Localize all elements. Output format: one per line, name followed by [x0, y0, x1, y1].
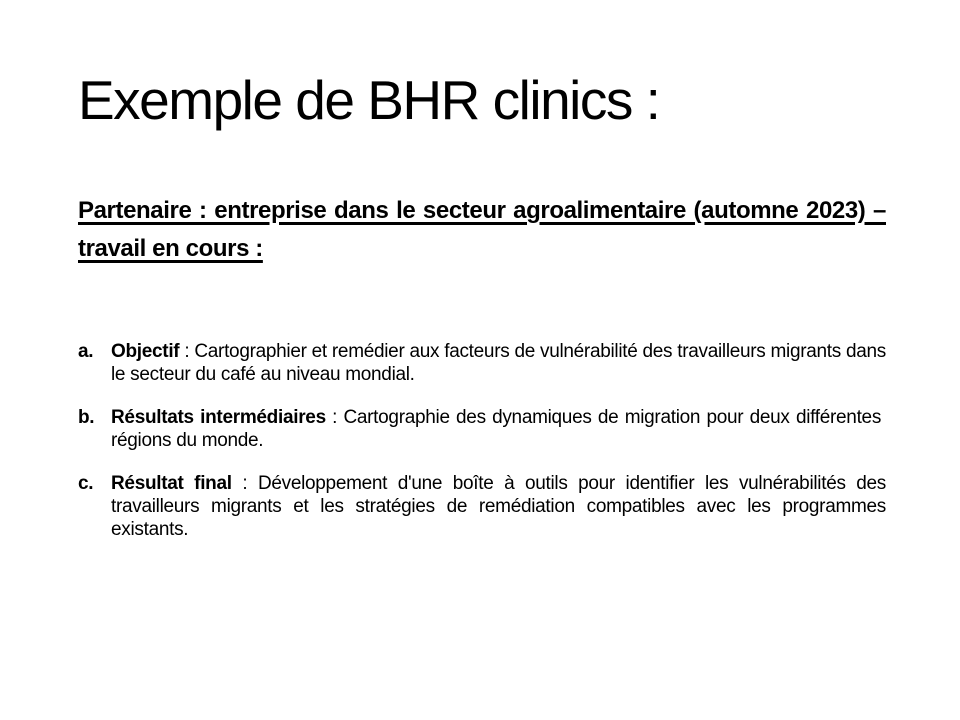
list-item-lead: Résultat final	[111, 473, 232, 494]
list-item-lead: Objectif	[111, 341, 180, 362]
list-item-marker: a.	[78, 341, 94, 362]
list-item-b	[78, 406, 886, 452]
list-item-separator: :	[231, 473, 258, 494]
list-item-c	[78, 472, 886, 541]
slide-subtitle: Partenaire : entreprise dans le secteur agroalimentaire (automne 2023) – travail en cours :	[78, 197, 886, 262]
list-item-separator: :	[179, 341, 195, 362]
list-item-marker: b.	[78, 407, 95, 428]
list-item-a	[78, 340, 886, 386]
content-list	[78, 340, 886, 561]
list-item-text: Cartographie des dynamiques de migration pour deux différentes régions du monde.	[111, 407, 887, 451]
list-item-marker: c.	[78, 473, 94, 494]
list-item-text: Cartographier et remédier aux facteurs de vulnérabilité des travailleurs migrants dans le secteur du café au niveau mondial.	[111, 341, 886, 385]
list-item-separator: :	[325, 407, 344, 428]
slide-title: Exemple de BHR clinics :	[78, 69, 660, 131]
list-item-lead: Résultats intermédiaires	[111, 407, 326, 428]
list-item-text: Développement d'une boîte à outils pour identifier les vulnérabilités des travailleurs migrants et les stratégies de remédiation compatibles avec les programmes existants.	[111, 473, 887, 540]
